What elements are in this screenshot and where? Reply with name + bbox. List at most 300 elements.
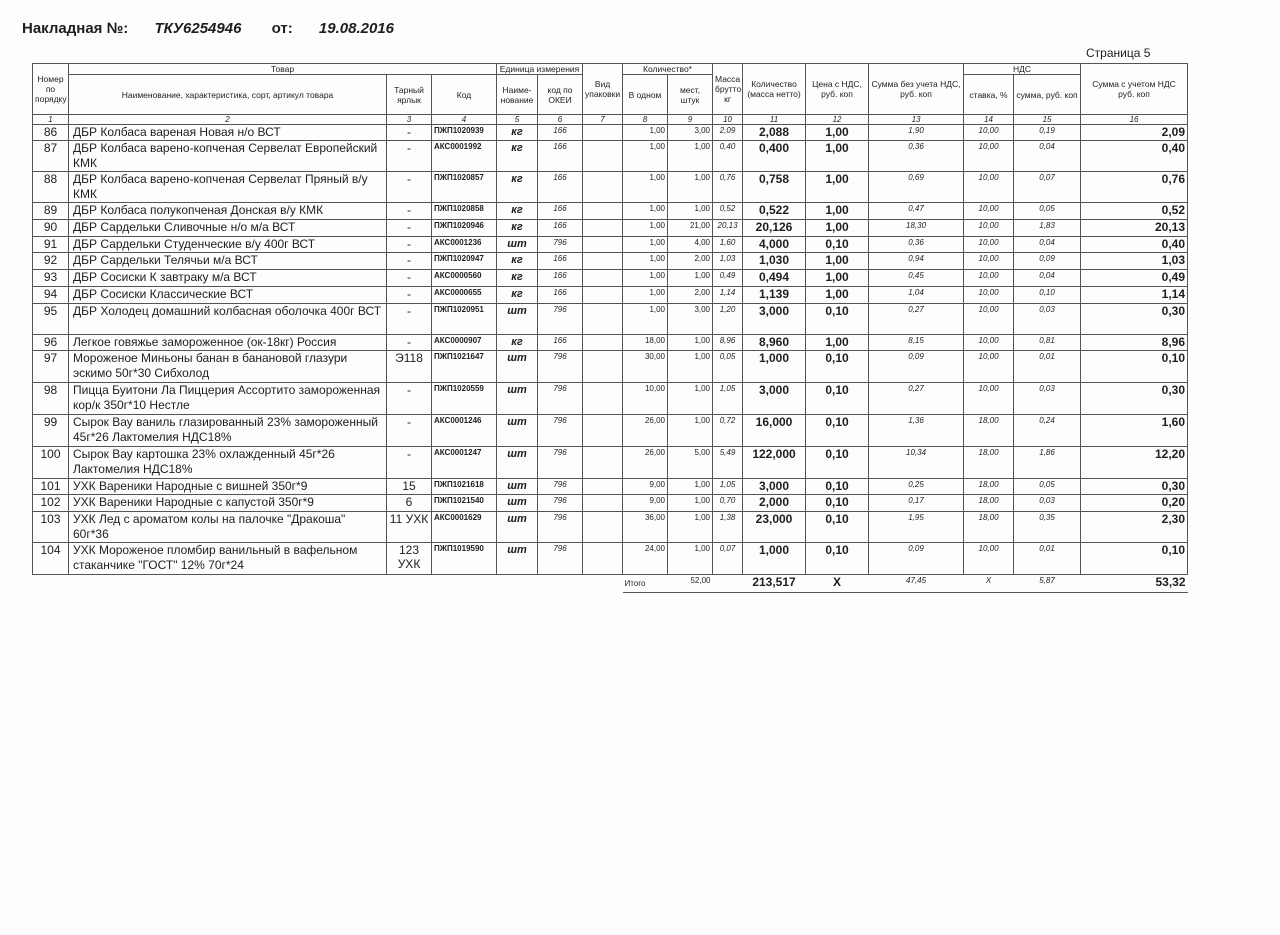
- mass-brutto-cell: 0,05: [713, 351, 743, 383]
- vat-rate-cell: 10,00: [964, 141, 1014, 172]
- column-number-cell: 11: [743, 115, 806, 125]
- sum-with-vat-cell: 0,30: [1081, 479, 1188, 495]
- row-number-cell: 87: [33, 141, 69, 172]
- vat-rate-cell: 18,00: [964, 479, 1014, 495]
- totals-netto: 213,517: [743, 575, 806, 593]
- vat-sum-cell: 0,10: [1014, 287, 1081, 304]
- sum-without-vat-cell: 10,34: [869, 447, 964, 479]
- qty-places-cell: 1,00: [668, 351, 713, 383]
- package-type-cell: [583, 543, 623, 575]
- mass-brutto-cell: 2,09: [713, 125, 743, 141]
- qty-in-one-cell: 1,00: [623, 270, 668, 287]
- quantity-netto-cell: 0,522: [743, 203, 806, 220]
- column-number-cell: 1: [33, 115, 69, 125]
- unit-name-cell: шт: [497, 383, 538, 415]
- table-row: [33, 415, 1188, 447]
- unit-okei-cell: 796: [538, 543, 583, 575]
- vat-sum-cell: 0,04: [1014, 270, 1081, 287]
- unit-name-cell: шт: [497, 447, 538, 479]
- row-number-cell: 99: [33, 415, 69, 447]
- unit-okei-cell: 166: [538, 253, 583, 270]
- row-number-cell: 102: [33, 495, 69, 512]
- mass-brutto-cell: 1,14: [713, 287, 743, 304]
- unit-okei-cell: 166: [538, 141, 583, 172]
- vat-sum-cell: 0,03: [1014, 383, 1081, 415]
- col-code: Код: [432, 75, 497, 115]
- mass-brutto-cell: 5,49: [713, 447, 743, 479]
- qty-in-one-cell: 9,00: [623, 479, 668, 495]
- sum-without-vat-cell: 0,36: [869, 237, 964, 253]
- qty-in-one-cell: 10,00: [623, 383, 668, 415]
- vat-rate-cell: 10,00: [964, 270, 1014, 287]
- quantity-netto-cell: 3,000: [743, 479, 806, 495]
- vat-sum-cell: 0,05: [1014, 203, 1081, 220]
- row-number-cell: 88: [33, 172, 69, 203]
- mass-brutto-cell: 0,07: [713, 543, 743, 575]
- unit-name-cell: кг: [497, 220, 538, 237]
- vat-sum-cell: 0,35: [1014, 512, 1081, 543]
- row-number-cell: 92: [33, 253, 69, 270]
- row-number-cell: 98: [33, 383, 69, 415]
- item-name-cell: ДБР Холодец домашний колбасная оболочка 400г ВСТ: [69, 304, 387, 335]
- vat-rate-cell: 10,00: [964, 237, 1014, 253]
- vat-sum-cell: 0,24: [1014, 415, 1081, 447]
- invoice-table: [32, 63, 1188, 593]
- qty-in-one-cell: 9,00: [623, 495, 668, 512]
- page-number: Страница 5: [1086, 46, 1151, 60]
- col-unit-name: Наиме-нование: [497, 75, 538, 115]
- empty-cell: [33, 575, 69, 593]
- col-unit-okei: код по ОКЕИ: [538, 75, 583, 115]
- row-number-cell: 95: [33, 304, 69, 335]
- sum-with-vat-cell: 1,03: [1081, 253, 1188, 270]
- sum-without-vat-cell: 0,36: [869, 141, 964, 172]
- vat-rate-cell: 18,00: [964, 495, 1014, 512]
- totals-sum-with-vat: 53,32: [1081, 575, 1188, 593]
- item-name-cell: Мороженое Миньоны банан в банановой глазури эскимо 50г*30 Сибхолод: [69, 351, 387, 383]
- unit-price-cell: 0,10: [806, 495, 869, 512]
- item-name-cell: ДБР Сардельки Телячьи м/а ВСТ: [69, 253, 387, 270]
- quantity-netto-cell: 3,000: [743, 383, 806, 415]
- mass-brutto-cell: 1,60: [713, 237, 743, 253]
- qty-places-cell: 21,00: [668, 220, 713, 237]
- column-number-cell: 16: [1081, 115, 1188, 125]
- tare-label-cell: -: [387, 287, 432, 304]
- quantity-netto-cell: 3,000: [743, 304, 806, 335]
- sum-with-vat-cell: 12,20: [1081, 447, 1188, 479]
- sum-with-vat-cell: 2,30: [1081, 512, 1188, 543]
- unit-price-cell: 0,10: [806, 479, 869, 495]
- item-code-cell: АКС0001629: [432, 512, 497, 543]
- package-type-cell: [583, 351, 623, 383]
- totals-places: 52,00: [668, 575, 713, 593]
- tare-label-cell: -: [387, 220, 432, 237]
- tare-label-cell: -: [387, 125, 432, 141]
- tare-label-cell: 6: [387, 495, 432, 512]
- unit-name-cell: кг: [497, 270, 538, 287]
- sum-without-vat-cell: 0,25: [869, 479, 964, 495]
- item-name-cell: ДБР Сардельки Студенческие в/у 400г ВСТ: [69, 237, 387, 253]
- totals-price: X: [806, 575, 869, 593]
- item-name-cell: УХК Лед с ароматом колы на палочке "Дракоша" 60г*36: [69, 512, 387, 543]
- qty-in-one-cell: 24,00: [623, 543, 668, 575]
- empty-cell: [538, 575, 583, 593]
- totals-label: Итого: [623, 575, 668, 593]
- vat-rate-cell: 10,00: [964, 335, 1014, 351]
- unit-okei-cell: 796: [538, 479, 583, 495]
- tare-label-cell: -: [387, 237, 432, 253]
- tare-label-cell: 123 УХК: [387, 543, 432, 575]
- unit-okei-cell: 166: [538, 335, 583, 351]
- package-type-cell: [583, 237, 623, 253]
- sum-without-vat-cell: 1,95: [869, 512, 964, 543]
- qty-places-cell: 3,00: [668, 125, 713, 141]
- tare-label-cell: 11 УХК: [387, 512, 432, 543]
- qty-places-cell: 5,00: [668, 447, 713, 479]
- package-type-cell: [583, 172, 623, 203]
- qty-places-cell: 3,00: [668, 304, 713, 335]
- sum-without-vat-cell: 8,15: [869, 335, 964, 351]
- unit-okei-cell: 796: [538, 447, 583, 479]
- qty-in-one-cell: 1,00: [623, 141, 668, 172]
- qty-in-one-cell: 1,00: [623, 220, 668, 237]
- column-number-cell: 9: [668, 115, 713, 125]
- item-code-cell: ПЖП1021540: [432, 495, 497, 512]
- mass-brutto-cell: 8,96: [713, 335, 743, 351]
- unit-name-cell: кг: [497, 287, 538, 304]
- sum-with-vat-cell: 1,14: [1081, 287, 1188, 304]
- invoice-number: ТКУ6254946: [154, 20, 242, 37]
- sum-without-vat-cell: 0,45: [869, 270, 964, 287]
- quantity-netto-cell: 23,000: [743, 512, 806, 543]
- qty-in-one-cell: 1,00: [623, 172, 668, 203]
- unit-name-cell: кг: [497, 141, 538, 172]
- sum-with-vat-cell: 1,60: [1081, 415, 1188, 447]
- mass-brutto-cell: 0,40: [713, 141, 743, 172]
- tare-label-cell: Э118: [387, 351, 432, 383]
- qty-in-one-cell: 26,00: [623, 415, 668, 447]
- empty-cell: [432, 575, 497, 593]
- unit-price-cell: 1,00: [806, 270, 869, 287]
- column-numbers-row: [33, 115, 1188, 125]
- quantity-netto-cell: 16,000: [743, 415, 806, 447]
- unit-okei-cell: 166: [538, 287, 583, 304]
- item-name-cell: Легкое говяжье замороженное (ок-18кг) Россия: [69, 335, 387, 351]
- sum-with-vat-cell: 20,13: [1081, 220, 1188, 237]
- qty-in-one-cell: 1,00: [623, 203, 668, 220]
- vat-rate-cell: 18,00: [964, 512, 1014, 543]
- unit-okei-cell: 166: [538, 270, 583, 287]
- vat-rate-cell: 10,00: [964, 125, 1014, 141]
- col-quantity: Количество*: [623, 64, 713, 75]
- row-number-cell: 90: [33, 220, 69, 237]
- tare-label-cell: -: [387, 415, 432, 447]
- unit-price-cell: 1,00: [806, 253, 869, 270]
- unit-okei-cell: 796: [538, 495, 583, 512]
- package-type-cell: [583, 304, 623, 335]
- vat-rate-cell: 18,00: [964, 447, 1014, 479]
- qty-places-cell: 1,00: [668, 383, 713, 415]
- mass-brutto-cell: 0,76: [713, 172, 743, 203]
- vat-rate-cell: 10,00: [964, 351, 1014, 383]
- item-name-cell: УХК Мороженое пломбир ванильный в вафельном стаканчике "ГОСТ" 12% 70г*24: [69, 543, 387, 575]
- table-row: [33, 447, 1188, 479]
- unit-okei-cell: 796: [538, 383, 583, 415]
- sum-with-vat-cell: 0,30: [1081, 304, 1188, 335]
- vat-rate-cell: 18,00: [964, 415, 1014, 447]
- empty-cell: [713, 575, 743, 593]
- totals-vat-rate: X: [964, 575, 1014, 593]
- unit-price-cell: 0,10: [806, 304, 869, 335]
- unit-name-cell: кг: [497, 335, 538, 351]
- quantity-netto-cell: 122,000: [743, 447, 806, 479]
- item-code-cell: АКС0000560: [432, 270, 497, 287]
- item-code-cell: АКС0001246: [432, 415, 497, 447]
- vat-rate-cell: 10,00: [964, 253, 1014, 270]
- row-number-cell: 93: [33, 270, 69, 287]
- package-type-cell: [583, 287, 623, 304]
- package-type-cell: [583, 220, 623, 237]
- quantity-netto-cell: 8,960: [743, 335, 806, 351]
- col-package: Вид упаковки: [583, 64, 623, 115]
- qty-in-one-cell: 1,00: [623, 125, 668, 141]
- item-name-cell: ДБР Колбаса варено-копченая Сервелат Европейский КМК: [69, 141, 387, 172]
- package-type-cell: [583, 415, 623, 447]
- quantity-netto-cell: 1,000: [743, 351, 806, 383]
- qty-places-cell: 1,00: [668, 415, 713, 447]
- table-row: [33, 304, 1188, 335]
- quantity-netto-cell: 20,126: [743, 220, 806, 237]
- sum-without-vat-cell: 1,36: [869, 415, 964, 447]
- vat-sum-cell: 0,01: [1014, 351, 1081, 383]
- tare-label-cell: -: [387, 447, 432, 479]
- unit-name-cell: шт: [497, 237, 538, 253]
- unit-name-cell: кг: [497, 203, 538, 220]
- item-name-cell: ДБР Колбаса вареная Новая н/о ВСТ: [69, 125, 387, 141]
- row-number-cell: 97: [33, 351, 69, 383]
- package-type-cell: [583, 335, 623, 351]
- quantity-netto-cell: 0,400: [743, 141, 806, 172]
- table-row: [33, 512, 1188, 543]
- item-code-cell: ПЖП1020947: [432, 253, 497, 270]
- table-row: [33, 495, 1188, 512]
- sum-without-vat-cell: 1,90: [869, 125, 964, 141]
- unit-name-cell: шт: [497, 512, 538, 543]
- sum-without-vat-cell: 0,94: [869, 253, 964, 270]
- unit-price-cell: 1,00: [806, 287, 869, 304]
- sum-without-vat-cell: 0,17: [869, 495, 964, 512]
- empty-cell: [387, 575, 432, 593]
- col-vat-rate: ставка, %: [964, 75, 1014, 115]
- item-code-cell: ПЖП1020939: [432, 125, 497, 141]
- mass-brutto-cell: 1,05: [713, 479, 743, 495]
- mass-brutto-cell: 1,20: [713, 304, 743, 335]
- unit-name-cell: кг: [497, 125, 538, 141]
- sum-with-vat-cell: 0,76: [1081, 172, 1188, 203]
- row-number-cell: 86: [33, 125, 69, 141]
- row-number-cell: 89: [33, 203, 69, 220]
- quantity-netto-cell: 1,000: [743, 543, 806, 575]
- col-brutto: Масса брутто кг: [713, 64, 743, 115]
- col-netto: Количество (масса нетто): [743, 64, 806, 115]
- unit-name-cell: шт: [497, 415, 538, 447]
- sum-with-vat-cell: 8,96: [1081, 335, 1188, 351]
- tare-label-cell: 15: [387, 479, 432, 495]
- table-row: [33, 253, 1188, 270]
- table-row: [33, 351, 1188, 383]
- item-name-cell: УХК Вареники Народные с капустой 350г*9: [69, 495, 387, 512]
- package-type-cell: [583, 270, 623, 287]
- table-row: [33, 220, 1188, 237]
- tare-label-cell: -: [387, 270, 432, 287]
- empty-cell: [69, 575, 387, 593]
- sum-with-vat-cell: 0,20: [1081, 495, 1188, 512]
- mass-brutto-cell: 1,03: [713, 253, 743, 270]
- item-name-cell: ДБР Сосиски К завтраку м/а ВСТ: [69, 270, 387, 287]
- sum-without-vat-cell: 18,30: [869, 220, 964, 237]
- unit-okei-cell: 796: [538, 512, 583, 543]
- sum-without-vat-cell: 0,09: [869, 543, 964, 575]
- unit-price-cell: 0,10: [806, 512, 869, 543]
- item-name-cell: ДБР Сардельки Сливочные н/о м/а ВСТ: [69, 220, 387, 237]
- tare-label-cell: -: [387, 253, 432, 270]
- column-number-cell: 15: [1014, 115, 1081, 125]
- qty-in-one-cell: 26,00: [623, 447, 668, 479]
- item-code-cell: АКС0000655: [432, 287, 497, 304]
- unit-price-cell: 0,10: [806, 383, 869, 415]
- sum-with-vat-cell: 0,10: [1081, 351, 1188, 383]
- totals-sum-without-vat: 47,45: [869, 575, 964, 593]
- vat-rate-cell: 10,00: [964, 383, 1014, 415]
- tare-label-cell: -: [387, 141, 432, 172]
- item-code-cell: ПЖП1020858: [432, 203, 497, 220]
- package-type-cell: [583, 125, 623, 141]
- qty-places-cell: 1,00: [668, 335, 713, 351]
- unit-price-cell: 0,10: [806, 543, 869, 575]
- item-name-cell: Пицца Буитони Ла Пиццерия Ассортито замороженная кор/к 350г*10 Нестле: [69, 383, 387, 415]
- column-number-cell: 12: [806, 115, 869, 125]
- column-number-cell: 3: [387, 115, 432, 125]
- quantity-netto-cell: 1,030: [743, 253, 806, 270]
- empty-cell: [497, 575, 538, 593]
- tare-label-cell: -: [387, 335, 432, 351]
- item-name-cell: Сырок Вау картошка 23% охлажденный 45г*26 Лактомелия НДС18%: [69, 447, 387, 479]
- column-number-cell: 6: [538, 115, 583, 125]
- column-number-cell: 8: [623, 115, 668, 125]
- sum-without-vat-cell: 0,69: [869, 172, 964, 203]
- package-type-cell: [583, 141, 623, 172]
- vat-rate-cell: 10,00: [964, 287, 1014, 304]
- sum-with-vat-cell: 0,10: [1081, 543, 1188, 575]
- row-number-cell: 101: [33, 479, 69, 495]
- col-sum-without-vat: Сумма без учета НДС, руб. коп: [869, 64, 964, 115]
- vat-sum-cell: 0,09: [1014, 253, 1081, 270]
- unit-price-cell: 1,00: [806, 172, 869, 203]
- item-code-cell: ПЖП1019590: [432, 543, 497, 575]
- sum-with-vat-cell: 0,30: [1081, 383, 1188, 415]
- vat-sum-cell: 0,03: [1014, 495, 1081, 512]
- sum-with-vat-cell: 0,52: [1081, 203, 1188, 220]
- vat-rate-cell: 10,00: [964, 220, 1014, 237]
- totals-vat-sum: 5,87: [1014, 575, 1081, 593]
- qty-in-one-cell: 1,00: [623, 253, 668, 270]
- vat-sum-cell: 1,83: [1014, 220, 1081, 237]
- date-label: от:: [271, 20, 293, 37]
- unit-okei-cell: 166: [538, 125, 583, 141]
- quantity-netto-cell: 1,139: [743, 287, 806, 304]
- unit-price-cell: 0,10: [806, 351, 869, 383]
- column-number-cell: 4: [432, 115, 497, 125]
- col-goods-description: Наименование, характеристика, сорт, артикул товара: [69, 75, 387, 115]
- column-number-cell: 10: [713, 115, 743, 125]
- col-unit: Единица измерения: [497, 64, 583, 75]
- unit-name-cell: шт: [497, 479, 538, 495]
- item-name-cell: УХК Вареники Народные с вишней 350г*9: [69, 479, 387, 495]
- item-code-cell: АКС0001992: [432, 141, 497, 172]
- package-type-cell: [583, 495, 623, 512]
- mass-brutto-cell: 20,13: [713, 220, 743, 237]
- vat-sum-cell: 0,07: [1014, 172, 1081, 203]
- quantity-netto-cell: 2,000: [743, 495, 806, 512]
- item-code-cell: ПЖП1020857: [432, 172, 497, 203]
- package-type-cell: [583, 479, 623, 495]
- item-name-cell: ДБР Сосиски Классические ВСТ: [69, 287, 387, 304]
- unit-name-cell: шт: [497, 351, 538, 383]
- mass-brutto-cell: 0,52: [713, 203, 743, 220]
- vat-rate-cell: 10,00: [964, 203, 1014, 220]
- table-row: [33, 172, 1188, 203]
- sum-without-vat-cell: 1,04: [869, 287, 964, 304]
- table-row: [33, 141, 1188, 172]
- vat-sum-cell: 0,04: [1014, 141, 1081, 172]
- item-code-cell: АКС0000907: [432, 335, 497, 351]
- invoice-date: 19.08.2016: [318, 20, 394, 37]
- item-name-cell: ДБР Колбаса полукопченая Донская в/у КМК: [69, 203, 387, 220]
- unit-price-cell: 1,00: [806, 203, 869, 220]
- tare-label-cell: -: [387, 203, 432, 220]
- unit-okei-cell: 166: [538, 172, 583, 203]
- quantity-netto-cell: 4,000: [743, 237, 806, 253]
- item-code-cell: АКС0001236: [432, 237, 497, 253]
- item-name-cell: ДБР Колбаса варено-копченая Сервелат Пряный в/у КМК: [69, 172, 387, 203]
- qty-places-cell: 2,00: [668, 287, 713, 304]
- row-number-cell: 100: [33, 447, 69, 479]
- vat-sum-cell: 0,19: [1014, 125, 1081, 141]
- item-name-cell: Сырок Вау ваниль глазированный 23% замороженный 45г*26 Лактомелия НДС18%: [69, 415, 387, 447]
- sum-with-vat-cell: 0,40: [1081, 141, 1188, 172]
- vat-rate-cell: 10,00: [964, 304, 1014, 335]
- table-row: [33, 543, 1188, 575]
- col-tare-label: Тарный ярлык: [387, 75, 432, 115]
- unit-okei-cell: 796: [538, 415, 583, 447]
- quantity-netto-cell: 0,494: [743, 270, 806, 287]
- qty-places-cell: 1,00: [668, 495, 713, 512]
- package-type-cell: [583, 512, 623, 543]
- quantity-netto-cell: 2,088: [743, 125, 806, 141]
- unit-okei-cell: 796: [538, 304, 583, 335]
- table-row: [33, 335, 1188, 351]
- table-row: [33, 125, 1188, 141]
- table-row: [33, 270, 1188, 287]
- qty-places-cell: 1,00: [668, 203, 713, 220]
- qty-in-one-cell: 1,00: [623, 287, 668, 304]
- unit-okei-cell: 796: [538, 237, 583, 253]
- vat-sum-cell: 0,03: [1014, 304, 1081, 335]
- sum-without-vat-cell: 0,47: [869, 203, 964, 220]
- table-row: [33, 203, 1188, 220]
- col-sum-with-vat: Сумма с учетом НДС руб. коп: [1081, 64, 1188, 115]
- col-number: Номер по порядку: [33, 64, 69, 115]
